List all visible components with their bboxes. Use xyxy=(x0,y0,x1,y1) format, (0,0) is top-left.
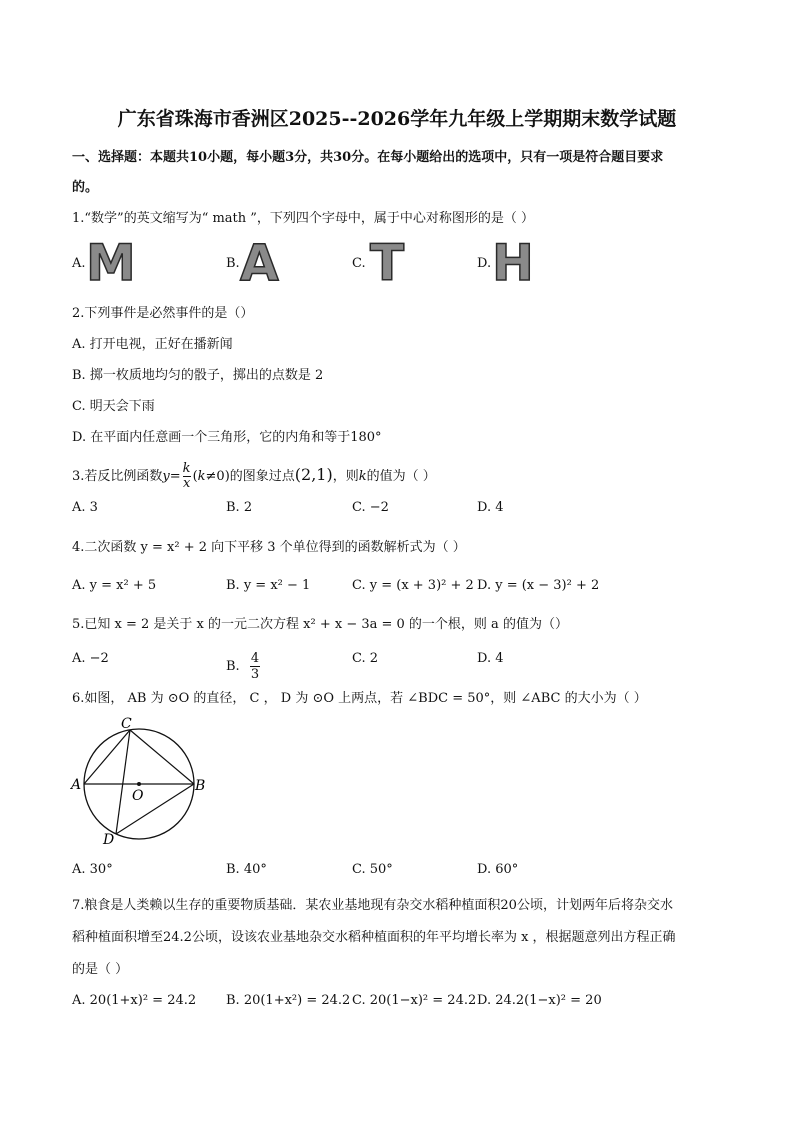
circle-diagram xyxy=(70,712,210,850)
q1-stem: 1.“数学”的英文缩写为“ math ”，下列四个字母中，属于中心对称图形的是（ ） xyxy=(72,211,535,226)
q6-option-c: C. 50° xyxy=(352,862,393,877)
q3-stem-part-d: 的值为（ ） xyxy=(366,469,436,484)
q3-option-d: D. 4 xyxy=(477,500,504,515)
q5-option-c: C. 2 xyxy=(352,651,379,666)
letter-t-image: T xyxy=(370,234,405,292)
q3-option-b: B. 2 xyxy=(226,500,253,515)
q6-option-b: B. 40° xyxy=(226,862,267,877)
letter-a-image: A xyxy=(240,234,279,292)
label-a: A xyxy=(71,777,82,793)
chord-db xyxy=(116,784,194,834)
letter-m-image: M xyxy=(86,234,136,292)
label-b: B xyxy=(195,778,206,794)
q5-option-b xyxy=(226,651,260,682)
q2-option-a: A. 打开电视，正好在播新闻 xyxy=(72,337,233,352)
q3-stem-part-c: ，则 xyxy=(332,469,359,484)
q5-fraction-numerator: 4 xyxy=(250,651,260,666)
q3-option-a: A. 3 xyxy=(72,500,98,515)
q3-stem: 3.若反比例函数y= $\frac{k}{x}$ (k≠0)的图象过点(2,1)，则k的值为（ ） xyxy=(72,461,436,491)
q7-stem-line1: 7.粮食是人类赖以生存的重要物质基础．某农业基地现有杂交水稻种植面积20公顷，计划两年后将杂交水 xyxy=(72,898,673,913)
chord-cb xyxy=(130,730,194,784)
q3-point: (2,1) xyxy=(294,465,333,484)
q2-stem: 2.下列事件是必然事件的是（） xyxy=(72,306,254,321)
q6-option-a: A. 30° xyxy=(72,862,113,877)
q7-stem-line3: 的是（ ） xyxy=(72,962,129,977)
label-d: D xyxy=(103,832,115,848)
q6-option-d: D. 60° xyxy=(477,862,519,877)
q5-option-d: D. 4 xyxy=(477,651,504,666)
page-title: 广东省珠海市香洲区2025--2026学年九年级上学期期末数学试题 xyxy=(117,108,677,130)
q1-option-c-label: C. xyxy=(352,256,366,271)
label-o: O xyxy=(132,788,144,804)
chord-cd xyxy=(116,730,130,834)
q5-option-a: A. −2 xyxy=(72,651,109,666)
q4-option-c: C. y = (x + 3)² + 2 xyxy=(352,578,474,593)
center-point-o xyxy=(137,782,141,786)
q7-option-c: C. 20(1−x)² = 24.2 xyxy=(352,993,477,1008)
q1-option-d-label: D. xyxy=(477,256,492,271)
q4-stem: 4.二次函数 y = x² + 2 向下平移 3 个单位得到的函数解析式为（ ） xyxy=(72,540,466,555)
q5-fraction-denominator: 3 xyxy=(250,667,260,682)
q7-option-b: B. 20(1+x²) = 24.2 xyxy=(226,993,351,1008)
q4-option-a: A. y = x² + 5 xyxy=(72,578,157,593)
q5-option-b-label: B. xyxy=(226,659,240,674)
q2-option-d: D. 在平面内任意画一个三角形，它的内角和等于180° xyxy=(72,430,382,445)
q3-stem-part-a: 3.若反比例函数 xyxy=(72,469,163,484)
q4-option-b: B. y = x² − 1 xyxy=(226,578,311,593)
q2-option-c: C. 明天会下雨 xyxy=(72,399,155,414)
q2-option-b: B. 掷一枚质地均匀的骰子，掷出的点数是 2 xyxy=(72,368,324,383)
q1-option-b-label: B. xyxy=(226,256,240,271)
q1-option-a-label: A. xyxy=(72,256,86,271)
q7-option-d: D. 24.2(1−x)² = 20 xyxy=(477,993,602,1008)
section-heading-line1: 一、选择题：本题共10小题，每小题3分，共30分。在每小题给出的选项中，只有一项是符合题目要求 xyxy=(72,150,664,165)
section-heading-line2: 的。 xyxy=(72,180,99,195)
q4-option-d: D. y = (x − 3)² + 2 xyxy=(477,578,600,593)
q3-option-c: C. −2 xyxy=(352,500,389,515)
label-c: C xyxy=(121,716,132,732)
q7-option-a: A. 20(1+x)² = 24.2 xyxy=(72,993,197,1008)
q7-stem-line2: 稻种植面积增至24.2公顷，设该农业基地杂交水稻种植面积的年平均增长率为 x ，根据题意列出方程正确 xyxy=(72,930,676,945)
q3-stem-part-b: 的图象过点 xyxy=(229,469,295,484)
q5-stem: 5.已知 x = 2 是关于 x 的一元二次方程 x² + x − 3a = 0 的一个根，则 a 的值为（） xyxy=(72,617,568,632)
q6-stem: 6.如图， AB 为 ⊙O 的直径， C ， D 为 ⊙O 上两点，若 ∠BDC = 50°，则 ∠ABC 的大小为（ ） xyxy=(72,691,647,706)
letter-h-image: H xyxy=(492,234,534,292)
